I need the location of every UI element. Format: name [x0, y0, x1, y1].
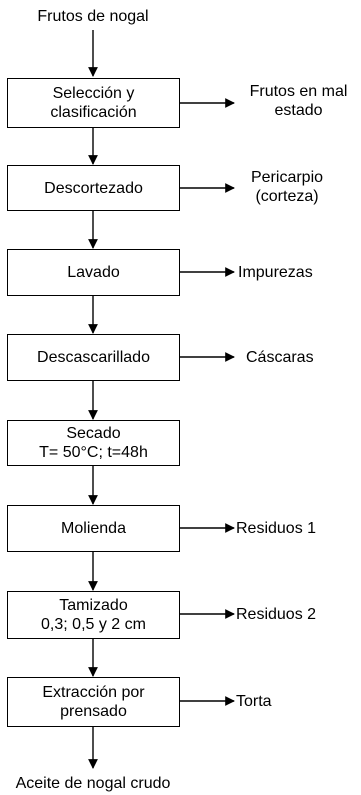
output-pericarpio-line-1: Pericarpio	[250, 169, 324, 186]
step-seleccion-line-2: clasificación	[50, 104, 137, 121]
step-tamizado-box	[7, 591, 180, 639]
step-secado-line-1: Secado	[66, 425, 121, 442]
step-secado-box	[7, 420, 180, 466]
output-residuos-2: Residuos 2	[236, 606, 317, 623]
output-torta: Torta	[236, 693, 272, 710]
step-lavado-box	[7, 249, 180, 296]
step-extraccion-box	[7, 677, 180, 727]
step-seleccion-box	[7, 78, 180, 128]
output-frutos-mal-estado-line-1: Frutos en mal	[249, 83, 348, 100]
step-descascarillado-label: Descascarillado	[37, 349, 150, 366]
output-residuos-1: Residuos 1	[236, 520, 317, 537]
step-lavado-label: Lavado	[67, 264, 120, 281]
output-label: Aceite de nogal crudo	[15, 775, 171, 792]
step-extraccion-line-2: prensado	[60, 703, 127, 720]
output-pericarpio-line-2: (corteza)	[255, 188, 319, 205]
step-descortezado-label: Descortezado	[44, 179, 143, 197]
step-descascarillado-box	[7, 334, 180, 381]
step-tamizado-line-1: Tamizado	[59, 597, 128, 614]
step-descortezado-box	[7, 165, 180, 211]
step-tamizado-line-2: 0,3; 0,5 y 2 cm	[41, 616, 146, 633]
step-secado-line-2: T= 50°C; t=48h	[39, 444, 148, 461]
output-frutos-mal-estado	[236, 82, 361, 120]
output-cascaras: Cáscaras	[246, 349, 314, 366]
input-label: Frutos de nogal	[37, 8, 149, 25]
step-extraccion-line-1: Extracción por	[42, 684, 145, 701]
output-pericarpio	[232, 168, 342, 206]
output-frutos-mal-estado-line-2: estado	[274, 102, 323, 119]
step-seleccion-line-1: Selección y	[52, 85, 135, 102]
step-molienda-label: Molienda	[61, 520, 126, 537]
output-impurezas: Impurezas	[238, 264, 313, 281]
step-molienda-box	[7, 505, 180, 552]
